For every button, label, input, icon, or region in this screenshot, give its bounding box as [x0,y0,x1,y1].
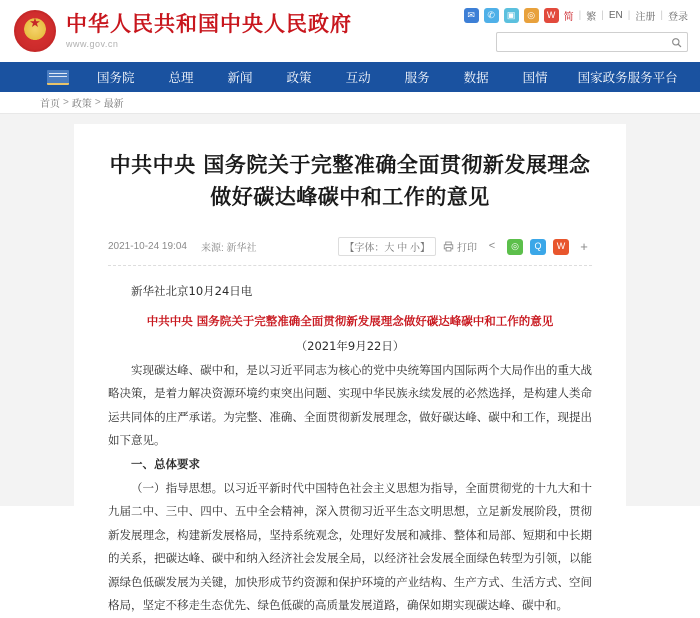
lang-simplified-link[interactable]: 简 [563,12,574,23]
paragraph-section-heading: 一、总体要求 [131,456,200,471]
paragraph-doc-title: 中共中央 国务院关于完整准确全面贯彻新发展理念做好碳达峰碳中和工作的意见 [146,313,554,328]
weibo-share-icon[interactable]: W [553,239,569,255]
header-utility-bar [464,8,688,23]
article-card [74,124,626,613]
breadcrumb-separator: > [94,97,101,108]
printer-icon [443,241,454,252]
app-icon[interactable]: ▣ [504,8,519,23]
lang-traditional-link[interactable]: 繁 [586,12,597,23]
nav-item-fuwu[interactable]: 服务 [404,71,430,85]
article-area [0,114,700,613]
article-meta [108,237,592,266]
wechat-share-icon[interactable]: ◎ [507,239,523,255]
mail-icon[interactable]: ✉ [464,8,479,23]
print-label: 打印 [457,243,477,254]
share-icon[interactable]: < [488,240,496,252]
phone-icon[interactable]: ✆ [484,8,499,23]
wechat-icon[interactable]: ◎ [524,8,539,23]
national-emblem-icon [14,10,56,52]
site-url: www.gov.cn [66,39,119,50]
home-icon[interactable] [36,62,80,92]
nav-item-shuju[interactable]: 数据 [463,71,489,85]
search-bar[interactable] [496,32,688,52]
article-source: 来源: 新华社 [200,243,257,254]
paragraph-dateline: 新华社北京10月24日电 [131,284,253,298]
login-link[interactable]: 登录 [668,12,688,23]
paragraph-doc-date: （2021年9月22日） [295,339,405,354]
publish-date: 2021-10-24 19:04 [108,241,187,252]
nav-item-zhengce[interactable]: 政策 [286,71,312,85]
site-title: 中华人民共和国中央人民政府 [66,11,352,36]
weibo-icon[interactable]: W [544,8,559,23]
paragraph-intro: 实现碳达峰、碳中和，是以习近平同志为核心的党中央统筹国内国际两个大局作出的重大战略决策，是着力解决资源环境约束突出问题、实现中华民族永续发展的必然选择，是构建人类命运共同体的庄严承诺。为完整、准确、全面贯彻新发展理念，做好碳达峰、碳中和工作，现提出如下意见。 [108,362,592,448]
site-branding [66,13,352,49]
nav-item-zongli[interactable]: 总理 [168,71,194,85]
lang-english-link[interactable]: EN [608,10,623,21]
divider: | [660,10,663,21]
nav-item-guowuyuan[interactable]: 国务院 [97,71,135,85]
nav-item-hudong[interactable]: 互动 [345,71,371,85]
breadcrumb-item-home[interactable]: 首页 [40,99,60,110]
search-input[interactable] [497,37,665,48]
divider: | [601,10,604,21]
divider: | [578,10,582,21]
nav-item-guoqing[interactable]: 国情 [522,71,548,85]
register-link[interactable]: 注册 [635,12,656,23]
main-nav [0,62,700,92]
font-size-control[interactable]: 【字体：大 中 小】 [338,237,436,256]
divider: | [627,10,631,21]
breadcrumb [0,92,700,114]
article-tools [338,237,592,256]
search-icon[interactable] [665,33,687,51]
page-title: 中共中央 国务院关于完整准确全面贯彻新发展理念做好碳达峰碳中和工作的意见 [109,153,591,209]
nav-item-xinwen[interactable]: 新闻 [227,71,253,85]
paragraph-guiding-thought: （一）指导思想。以习近平新时代中国特色社会主义思想为指导，全面贯彻党的十九大和十九届二中、三中、四中、五中全会精神，深入贯彻习近平生态文明思想，立足新发展阶段，贯彻新发展理念，构建新发展格局，坚持系统观念，处理好发展和减排、整体和局部、短期和中长期的关系，把碳达峰、碳中和纳入经济社会发展全局，以经济社会发展全面绿色转型为引领，以能源绿色低碳发展为关键，加快形成节约资源和保护环境的产业结构、生产方式、生活方式、空间格局，坚定不移走生态优先、绿色低碳的高质量发展道路，确保如期实现碳达峰、碳中和。 [108,480,592,613]
breadcrumb-item-latest[interactable]: 最新 [103,99,124,110]
site-header [0,0,700,62]
qq-share-icon[interactable]: Q [530,239,546,255]
article-body [108,280,592,618]
breadcrumb-item-policy[interactable]: 政策 [71,99,92,110]
nav-item-service-platform[interactable]: 国家政务服务平台 [577,71,678,85]
more-share-icon[interactable]: + [580,239,588,254]
print-button[interactable] [443,239,477,254]
breadcrumb-separator: > [63,97,69,108]
